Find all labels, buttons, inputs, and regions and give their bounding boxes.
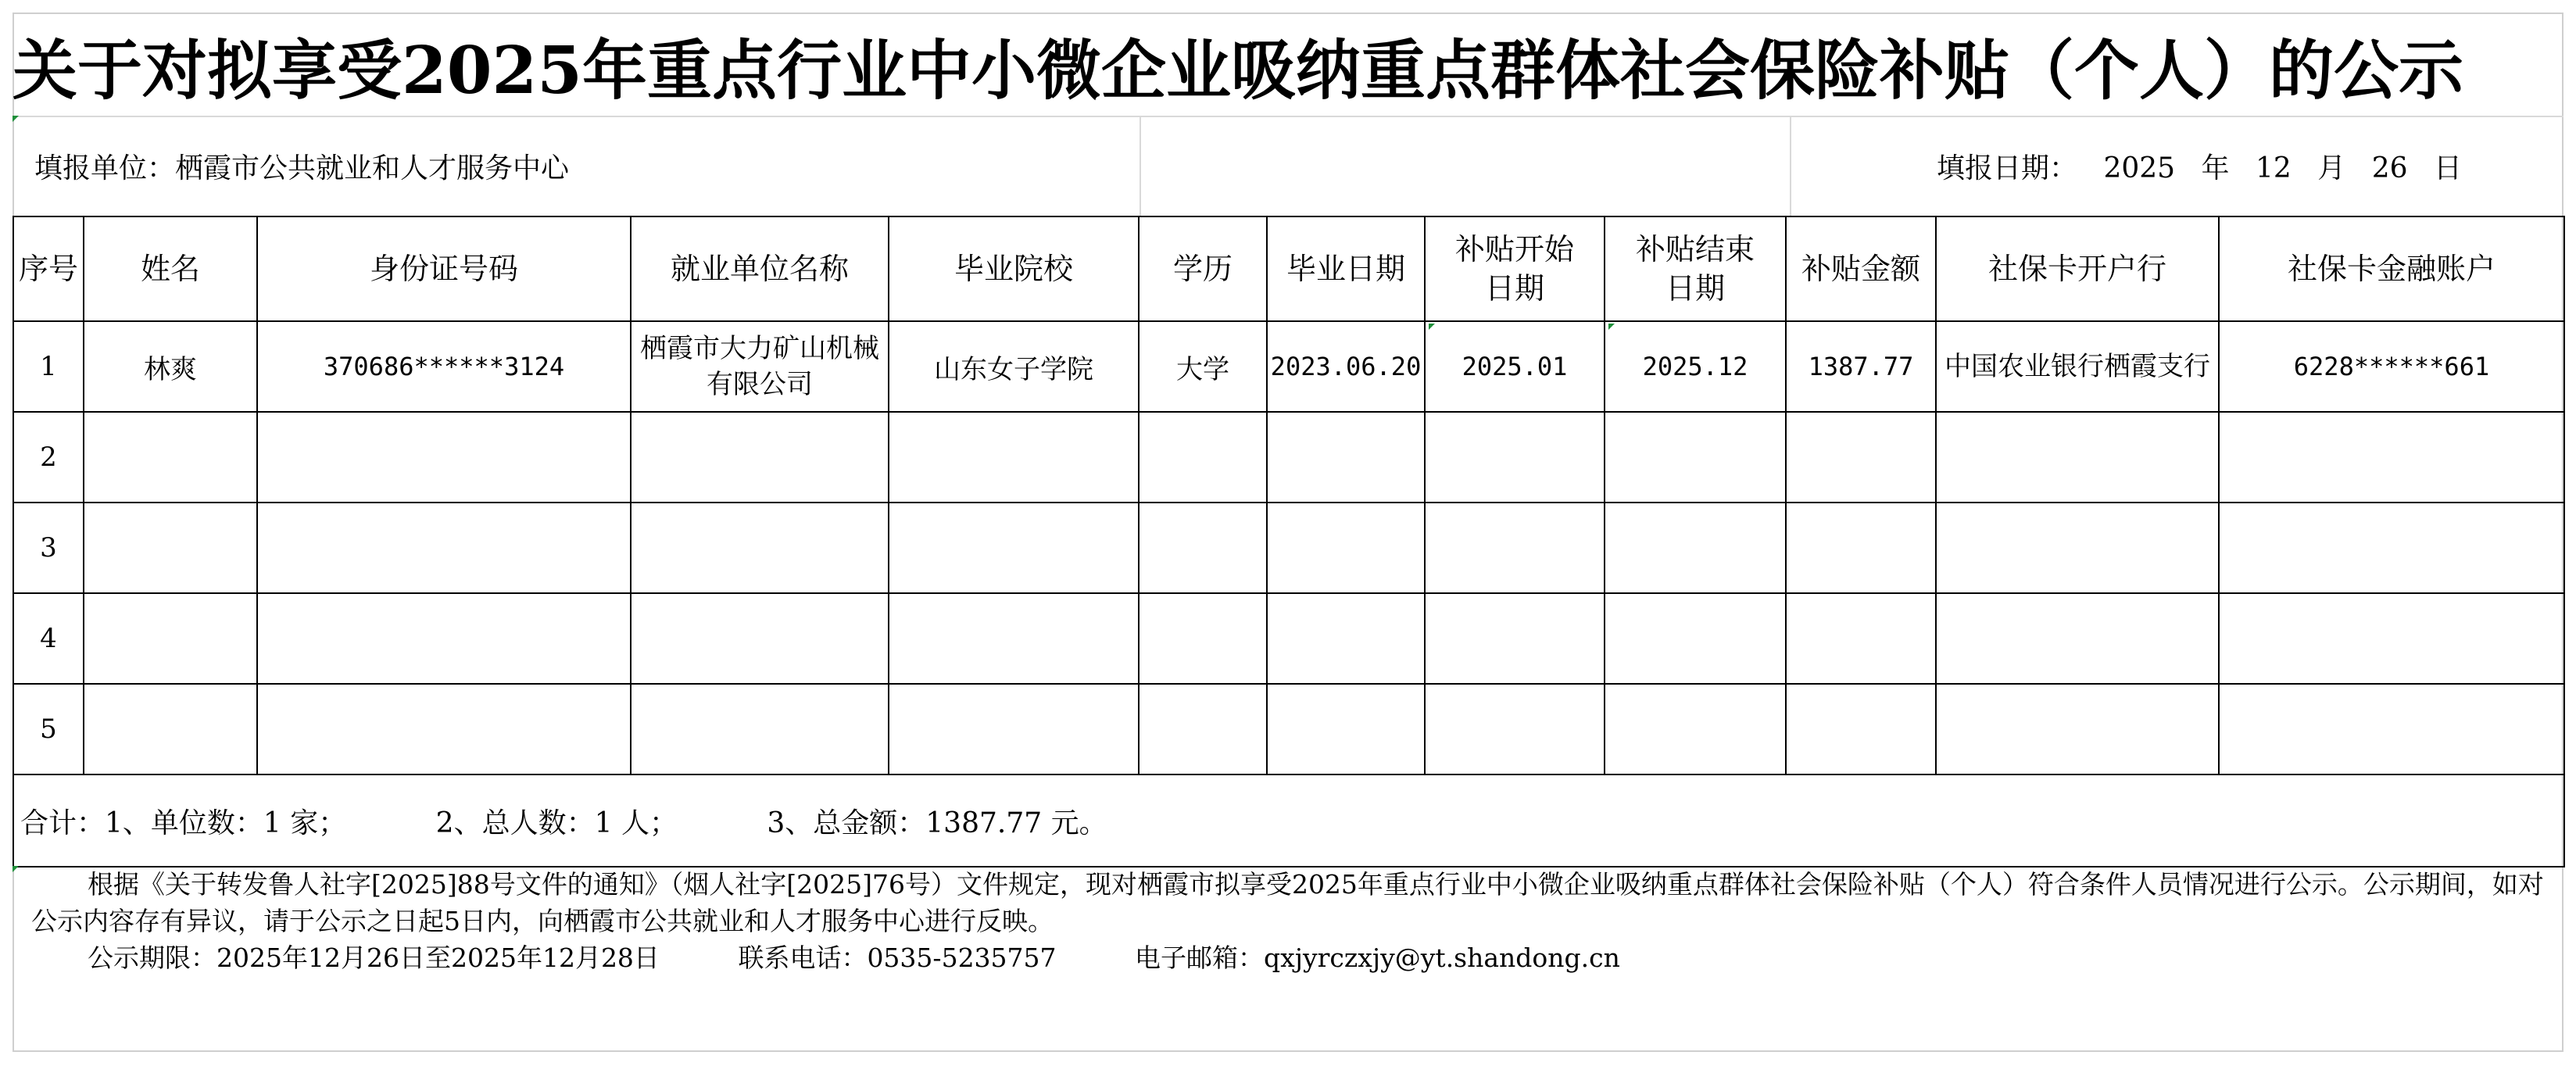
cell-no: 2	[13, 412, 84, 503]
cell-name	[84, 412, 257, 503]
cell-end	[1605, 684, 1786, 774]
header-no: 序号	[13, 216, 84, 321]
table-row	[13, 503, 2564, 593]
total-row	[13, 774, 2564, 867]
cell-grad-date: 2023.06.20	[1267, 321, 1425, 412]
cell-name	[84, 593, 257, 684]
cell-name: 林爽	[84, 321, 257, 412]
cell-no: 1	[13, 321, 84, 412]
cell-account	[2219, 503, 2564, 593]
notice-contact-line	[13, 939, 2563, 976]
cell-employer	[631, 684, 889, 774]
header-name: 姓名	[84, 216, 257, 321]
fill-date-month: 12	[2256, 152, 2292, 184]
fill-date-label: 填报日期：	[1937, 152, 2078, 184]
cell-id	[257, 684, 631, 774]
cell-id	[257, 503, 631, 593]
cell-school	[889, 412, 1139, 503]
cell-amount	[1786, 503, 1936, 593]
cell-name	[84, 503, 257, 593]
cell-amount	[1786, 412, 1936, 503]
table-row	[13, 593, 2564, 684]
cell-start	[1425, 593, 1605, 684]
notice-notes	[13, 866, 2563, 976]
cell-start	[1425, 684, 1605, 774]
cell-start	[1425, 503, 1605, 593]
cell-start: 2025.01	[1425, 321, 1605, 412]
cell-bank	[1936, 593, 2219, 684]
fill-date-year: 2025	[2103, 152, 2176, 184]
cell-bank: 中国农业银行栖霞支行	[1936, 321, 2219, 412]
document-title: 关于对拟享受2025年重点行业中小微企业吸纳重点群体社会保险补贴（个人）的公示	[13, 32, 2464, 109]
table-row	[13, 412, 2564, 503]
cell-no: 4	[13, 593, 84, 684]
header-start: 补贴开始日期	[1425, 216, 1605, 321]
notice-paragraph: 根据《关于转发鲁人社字[2025]88号文件的通知》（烟人社字[2025]76号）文件规定，现对栖霞市拟享受2025年重点行业中小微企业吸纳重点群体社会保险补贴（个人）符合条件人员情况进行公示。公示期间，如对公示内容存有异议，请于公示之日起5日内，向栖霞市公共就业和人才服务中心进行反映。	[31, 869, 2544, 936]
cell-amount: 1387.77	[1786, 321, 1936, 412]
cell-employer: 栖霞市大力矿山机械有限公司	[631, 321, 889, 412]
total-summary: 合计：1、单位数：1 家； 2、总人数：1 人； 3、总金额：1387.77 元。	[13, 774, 2564, 867]
header-end: 补贴结束日期	[1605, 216, 1786, 321]
cell-school	[889, 593, 1139, 684]
cell-degree	[1139, 412, 1267, 503]
fill-date-day: 26	[2371, 152, 2408, 184]
fill-unit-label: 填报单位：	[34, 152, 176, 184]
cell-bank	[1936, 412, 2219, 503]
fill-date-year-char: 年	[2201, 152, 2230, 184]
header-grad-date: 毕业日期	[1267, 216, 1425, 321]
cell-degree: 大学	[1139, 321, 1267, 412]
cell-bank	[1936, 503, 2219, 593]
cell-account	[2219, 684, 2564, 774]
cell-marker-icon	[1429, 324, 1435, 330]
fill-date-day-char: 日	[2434, 152, 2463, 184]
contact-phone: 联系电话：0535-5235757	[738, 943, 1057, 973]
cell-bank	[1936, 684, 2219, 774]
cell-amount	[1786, 684, 1936, 774]
header-amount: 补贴金额	[1786, 216, 1936, 321]
cell-account	[2219, 412, 2564, 503]
cell-start	[1425, 412, 1605, 503]
fill-date	[1937, 117, 2479, 220]
subsidy-table	[13, 216, 2565, 867]
info-row	[13, 116, 2563, 217]
table-row	[13, 321, 2564, 412]
cell-marker-icon	[13, 866, 19, 872]
cell-degree	[1139, 593, 1267, 684]
cell-grad-date	[1267, 684, 1425, 774]
cell-end	[1605, 593, 1786, 684]
cell-grad-date	[1267, 412, 1425, 503]
fill-unit-value: 栖霞市公共就业和人才服务中心	[175, 152, 570, 184]
cell-degree	[1139, 503, 1267, 593]
header-id: 身份证号码	[257, 216, 631, 321]
cell-account	[2219, 593, 2564, 684]
table-header-row	[13, 216, 2564, 321]
cell-employer	[631, 503, 889, 593]
cell-marker-icon	[1608, 324, 1615, 330]
cell-name	[84, 684, 257, 774]
cell-degree	[1139, 684, 1267, 774]
cell-no: 3	[13, 503, 84, 593]
header-employer: 就业单位名称	[631, 216, 889, 321]
cell-school: 山东女子学院	[889, 321, 1139, 412]
cell-id	[257, 593, 631, 684]
cell-marker-icon	[13, 116, 19, 122]
contact-email: 电子邮箱：qxjyrczxjy@yt.shandong.cn	[1135, 943, 1620, 973]
cell-employer	[631, 593, 889, 684]
cell-end	[1605, 503, 1786, 593]
cell-school	[889, 503, 1139, 593]
cell-end: 2025.12	[1605, 321, 1786, 412]
fill-date-month-char: 月	[2317, 152, 2346, 184]
info-cell-empty	[1140, 117, 1791, 217]
cell-grad-date	[1267, 503, 1425, 593]
cell-amount	[1786, 593, 1936, 684]
header-degree: 学历	[1139, 216, 1267, 321]
cell-id	[257, 412, 631, 503]
cell-employer	[631, 412, 889, 503]
cell-end	[1605, 412, 1786, 503]
notice-period: 公示期限：2025年12月26日至2025年12月28日	[88, 943, 660, 973]
cell-grad-date	[1267, 593, 1425, 684]
header-school: 毕业院校	[889, 216, 1139, 321]
cell-no: 5	[13, 684, 84, 774]
header-bank: 社保卡开户行	[1936, 216, 2219, 321]
cell-school	[889, 684, 1139, 774]
table-row	[13, 684, 2564, 774]
header-account: 社保卡金融账户	[2219, 216, 2564, 321]
fill-unit	[34, 117, 569, 220]
cell-id: 370686******3124	[257, 321, 631, 412]
cell-account: 6228******661	[2219, 321, 2564, 412]
